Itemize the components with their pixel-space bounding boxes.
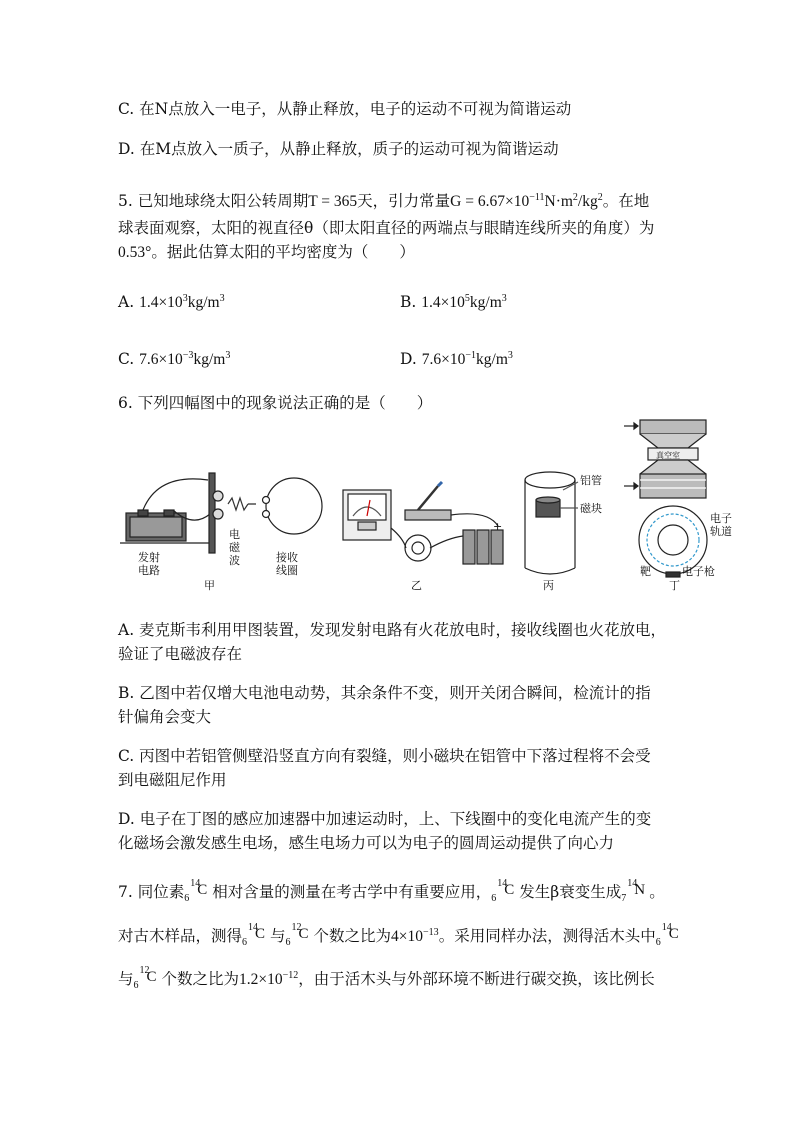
q7-line3 xyxy=(118,966,655,990)
element-symbol: C xyxy=(504,882,515,898)
mass-number: 12 xyxy=(291,922,302,934)
option-exp: −1 xyxy=(465,350,477,361)
nuclide-c12 xyxy=(285,922,309,949)
q5-question: 。据此估算太阳的平均密度为（ ） xyxy=(151,243,415,261)
nuclide-c14 xyxy=(184,878,208,904)
q4-option-c: C. 在N点放入一电子，从静止释放，电子的运动不可视为简谐运动 xyxy=(118,100,572,118)
caption-fashe-1: 发射 xyxy=(138,551,160,564)
option-unit: kg/m xyxy=(476,351,508,369)
atomic-number: 6 xyxy=(491,893,497,904)
q4-option-d: D. 在M点放入一质子，从静止释放，质子的运动可视为简谐运动 xyxy=(118,140,559,158)
element-symbol: C xyxy=(298,926,309,943)
fig-ding xyxy=(624,420,707,577)
caption-yi: 乙 xyxy=(411,579,422,592)
caption-jia: 甲 xyxy=(204,579,215,592)
q5-text: 5. 已知地球绕太阳公转周期 xyxy=(118,192,309,211)
q6-option-b-line2: 针偏角会变大 xyxy=(118,708,212,726)
caption-dianzi: 电子 xyxy=(710,512,732,525)
option-value: 1.4×10 xyxy=(421,294,465,312)
fig-jia xyxy=(120,473,322,553)
element-symbol: C xyxy=(668,926,679,943)
option-exp: 5 xyxy=(464,293,470,304)
nuclide-c12 xyxy=(133,965,157,992)
caption-bo: 波 xyxy=(229,554,240,567)
element-symbol: N xyxy=(634,882,646,898)
option-unit-exp: 3 xyxy=(501,293,507,304)
mass-number: 14 xyxy=(248,922,259,934)
mass-number: 14 xyxy=(661,922,672,934)
option-label: B. xyxy=(400,293,417,312)
q7-text: 发生β衰变生成 xyxy=(519,883,622,901)
caption-jieshou-1: 接收 xyxy=(276,551,298,564)
q5-g-exp: −11 xyxy=(529,192,545,203)
q5-g-unit: N·m xyxy=(544,193,573,211)
q5-option-b xyxy=(400,289,507,313)
q7-text: 。 xyxy=(649,883,665,901)
q5-g-unit-exp: 2 xyxy=(572,192,578,203)
q5-g-unit-kg-exp: 2 xyxy=(597,192,603,203)
option-unit: kg/m xyxy=(469,294,502,312)
option-label: D. xyxy=(400,350,417,369)
caption-ci: 磁 xyxy=(229,541,240,554)
mass-number: 14 xyxy=(497,878,508,889)
option-unit-exp: 3 xyxy=(225,350,231,361)
option-label: A. xyxy=(118,293,135,312)
option-unit: kg/m xyxy=(187,294,220,312)
q6-option-c-line1: C. 丙图中若铝管侧壁沿竖直方向有裂缝，则小磁块在铝管中下落过程将不会受 xyxy=(118,747,651,765)
option-label: C. xyxy=(118,350,135,369)
nuclide-c14 xyxy=(242,922,266,949)
option-value: 7.6×10 xyxy=(139,351,183,369)
nuclide-c14 xyxy=(655,922,679,949)
atomic-number: 6 xyxy=(133,980,139,992)
q6-stem: 6. 下列四幅图中的现象说法正确的是（ ） xyxy=(118,394,433,412)
q5-option-d xyxy=(400,346,513,370)
ratio-exp: −13 xyxy=(423,927,439,938)
caption-bing: 丙 xyxy=(543,579,554,592)
nuclide-c14 xyxy=(491,878,515,904)
caption-ba: 靶 xyxy=(640,565,651,578)
caption-plus: + xyxy=(493,520,503,533)
q5-period: T = 365天，引力常量 xyxy=(308,193,451,211)
q7-line2 xyxy=(118,922,679,949)
ratio-value: 4×10 xyxy=(391,928,424,946)
q7-text: 7. 同位素 xyxy=(118,883,185,901)
caption-guidao: 轨道 xyxy=(710,525,732,538)
element-symbol: C xyxy=(146,969,157,986)
q7-text: 对古木样品，测得 xyxy=(118,927,243,946)
q7-text: 个数之比为 xyxy=(313,927,392,946)
q7-line1 xyxy=(118,880,665,902)
q5-g: G = 6.67×10 xyxy=(450,193,530,211)
q5-stem-line3 xyxy=(118,242,415,263)
fig-yi xyxy=(343,482,503,564)
mass-number: 14 xyxy=(190,878,201,889)
ratio-exp: −12 xyxy=(282,970,299,981)
q6-figure xyxy=(118,418,743,598)
caption-dian: 电 xyxy=(229,528,240,541)
caption-zhenkongshi: 真空室 xyxy=(656,451,680,460)
mass-number: 12 xyxy=(139,965,150,977)
ratio-value: 1.2×10 xyxy=(239,971,283,989)
atomic-number: 6 xyxy=(285,937,291,949)
atomic-number: 6 xyxy=(242,937,248,949)
caption-dianziqiang: 电子枪 xyxy=(682,565,715,578)
nuclide-n14 xyxy=(621,878,646,904)
option-unit: kg/m xyxy=(193,351,226,369)
q5-g-unit-kg: /kg xyxy=(577,193,598,211)
option-value: 7.6×10 xyxy=(421,351,466,369)
q6-option-a-line1: A. 麦克斯韦利用甲图装置，发现发射电路有火花放电时，接收线圈也火花放电， xyxy=(118,621,667,639)
option-value: 1.4×10 xyxy=(139,294,183,312)
q6-option-a-line2: 验证了电磁波存在 xyxy=(118,645,243,663)
q6-option-d-line1: D. 电子在丁图的感应加速器中加速运动时，上、下线圈中的变化电流产生的变 xyxy=(118,810,652,828)
element-symbol: C xyxy=(197,882,208,898)
atomic-number: 6 xyxy=(655,937,661,949)
q7-text: 与 xyxy=(270,927,286,946)
q7-text: 相对含量的测量在考古学中有重要应用， xyxy=(212,883,492,901)
atomic-number: 6 xyxy=(184,893,190,904)
q7-text: 个数之比为 xyxy=(161,970,240,989)
atomic-number: 7 xyxy=(621,893,627,904)
q6-option-d-line2: 化磁场会激发感生电场，感生电场力可以为电子的圆周运动提供了向心力 xyxy=(118,834,615,852)
q6-option-b-line1: B. 乙图中若仅增大电池电动势，其余条件不变，则开关闭合瞬间，检流计的指 xyxy=(118,684,651,702)
option-exp: 3 xyxy=(182,293,188,304)
option-unit-exp: 3 xyxy=(219,293,225,304)
q5-option-a xyxy=(118,289,225,313)
q6-option-c-line2: 到电磁阻尼作用 xyxy=(118,771,227,789)
caption-fashe-2: 电路 xyxy=(138,564,160,577)
q7-text: 与 xyxy=(118,970,134,989)
q5-angle: 0.53° xyxy=(118,244,152,261)
fig-bing xyxy=(525,472,578,574)
q7-text: ，由于活木头与外部环境不断进行碳交换，该比例长 xyxy=(298,970,655,989)
caption-cikuai: 磁块 xyxy=(580,502,602,515)
caption-lvguan: 铝管 xyxy=(580,474,602,487)
q5-option-c xyxy=(118,346,230,370)
option-exp: −3 xyxy=(182,350,194,361)
q5-stem-line1 xyxy=(118,188,649,212)
q7-text: 。采用同样办法，测得活木头中 xyxy=(438,927,656,946)
q5-stem-line2: 球表面观察，太阳的视直径θ（即太阳直径的两端点与眼睛连线所夹的角度）为 xyxy=(118,219,655,237)
option-unit-exp: 3 xyxy=(507,350,513,361)
q5-text-end: 。在地 xyxy=(602,192,650,211)
mass-number: 14 xyxy=(627,878,638,889)
caption-ding: 丁 xyxy=(669,579,680,592)
element-symbol: C xyxy=(255,926,266,943)
caption-jieshou-2: 线圈 xyxy=(276,564,298,577)
